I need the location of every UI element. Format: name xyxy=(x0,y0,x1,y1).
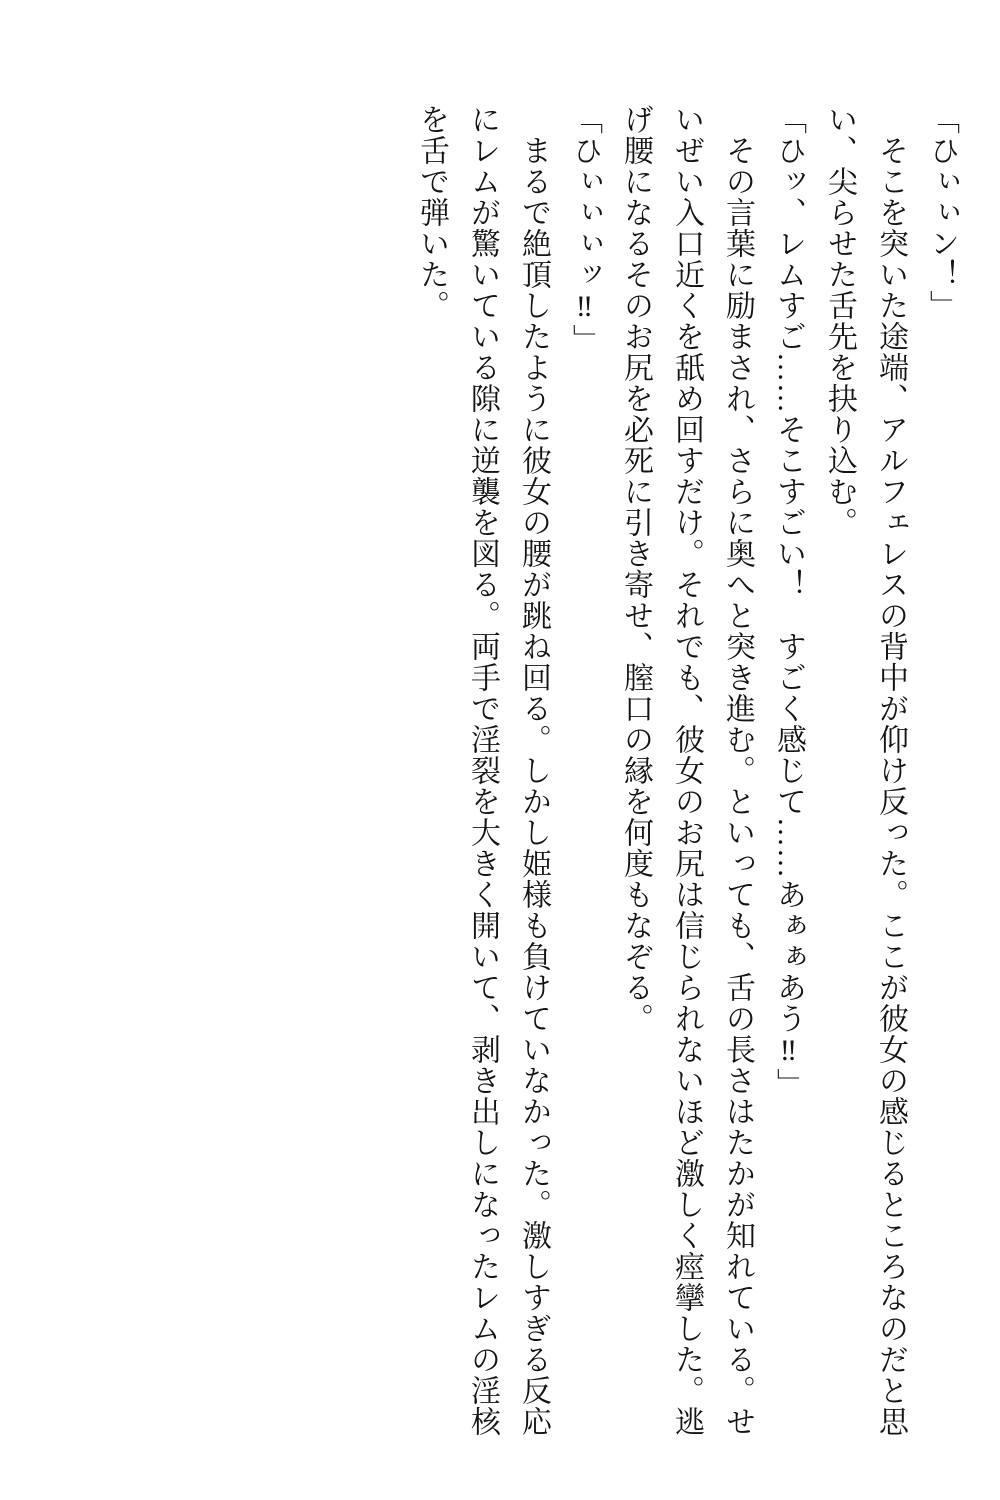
page-text xyxy=(406,104,967,1437)
text-line: にレムが驚いている隙に逆襲を図る。両手で淫裂を大きく開いて、剥き出しになったレムの淫核 xyxy=(466,104,499,1437)
text-line: げ腰になるそのお尻を必死に引き寄せ、膣口の縁を何度もなぞる。 xyxy=(619,104,652,1034)
text-line: 「ひぃぃぃッ‼」 xyxy=(568,104,601,355)
text-line: 「ひッ、レムすご……そこすごい！ すごく感じて……あぁぁあう‼」 xyxy=(772,104,805,1099)
text-line: そこを突いた途端、アルフェレスの背中が仰け反った。ここが彼女の感じるところなのだと思 xyxy=(874,104,907,1437)
text-line: その言葉に励まされ、さらに奥へと突き進む。といっても、舌の長さはたかが知れている。せ xyxy=(721,104,754,1437)
text-line: を舌で弾いた。 xyxy=(415,104,448,321)
text-line: い、尖らせた舌先を抉り込む。 xyxy=(823,104,856,538)
text-line: 「ひぃぃン！」 xyxy=(925,104,958,321)
text-line: いぜい入口近くを舐め回すだけ。それでも、彼女のお尻は信じられないほど激しく痙攣した。逃 xyxy=(670,104,703,1437)
text-line: まるで絶頂したように彼女の腰が跳ね回る。しかし姫様も負けていなかった。激しすぎる反応 xyxy=(517,104,550,1437)
